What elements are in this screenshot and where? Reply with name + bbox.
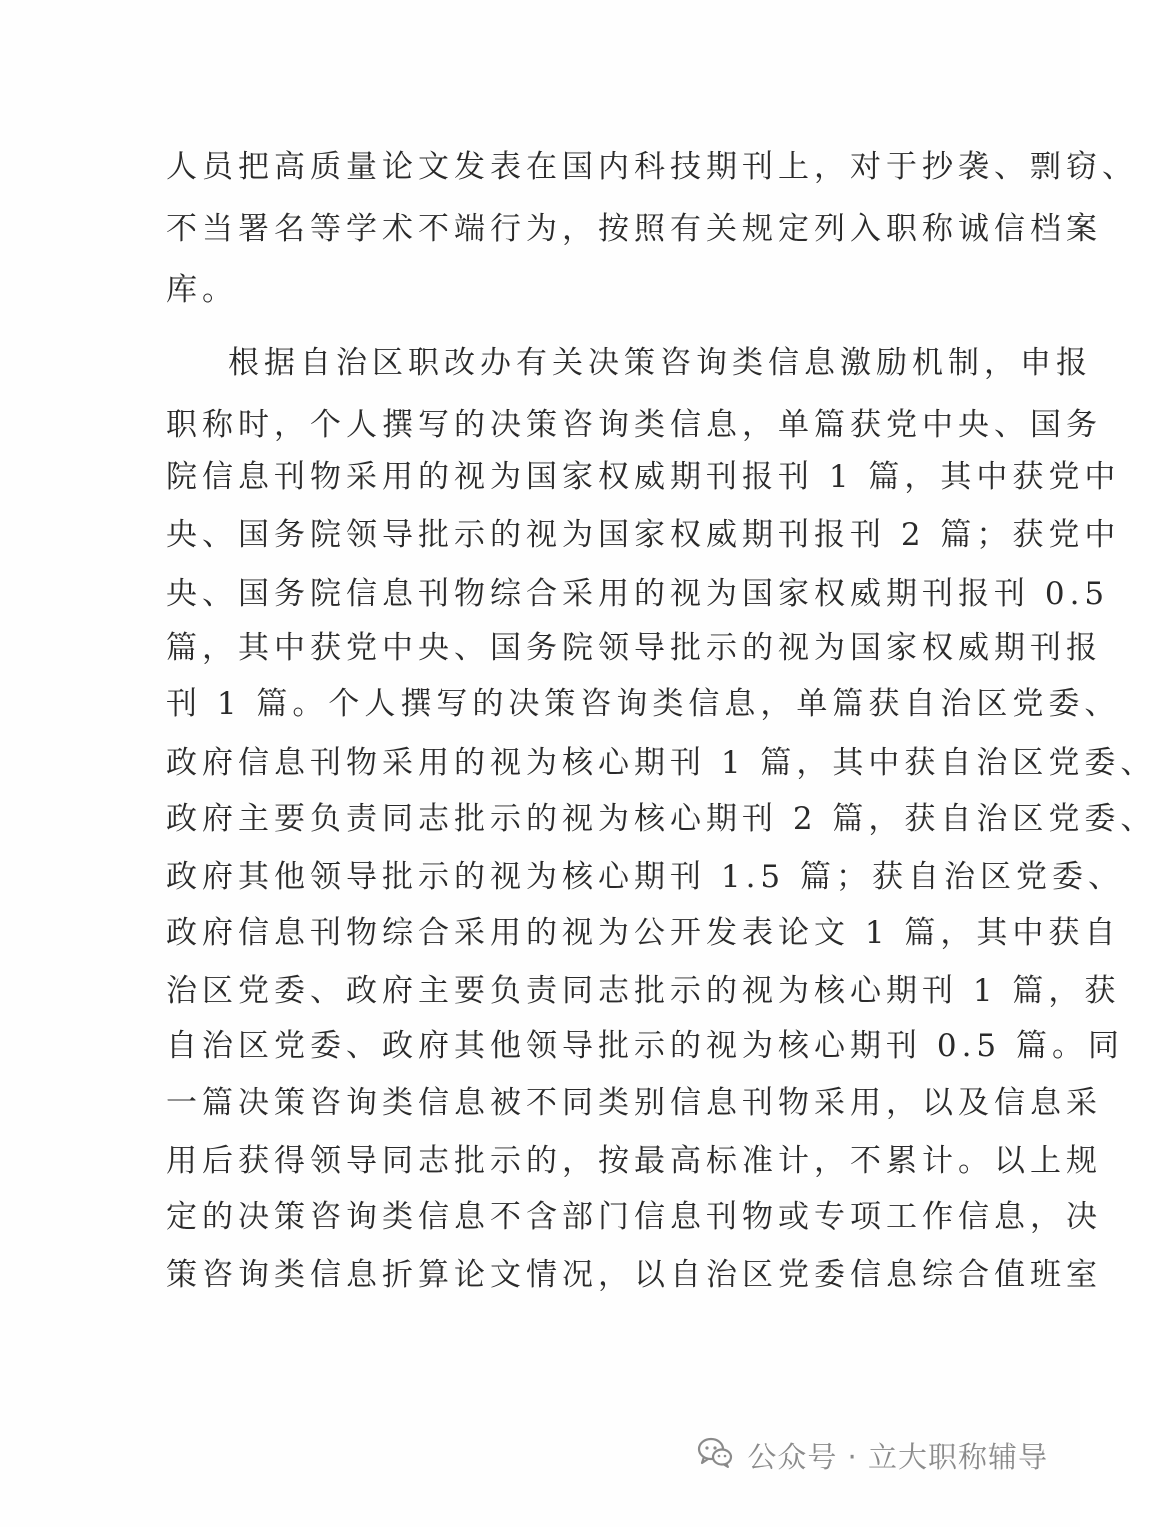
text-line: 政府信息刊物综合采用的视为公开发表论文 1 篇，其中获自 bbox=[166, 915, 1121, 951]
text-line: 治区党委、政府主要负责同志批示的视为核心期刊 1 篇，获 bbox=[166, 973, 1121, 1009]
text-line: 政府其他领导批示的视为核心期刊 1.5 篇；获自治区党委、 bbox=[166, 859, 1125, 895]
paragraph-first-line: 根据自治区职改办有关决策咨询类信息激励机制，申报 bbox=[228, 345, 1092, 381]
text-line: 自治区党委、政府其他领导批示的视为核心期刊 0.5 篇。同 bbox=[166, 1028, 1125, 1064]
text-line: 职称时，个人撰写的决策咨询类信息，单篇获党中央、国务 bbox=[166, 407, 1102, 443]
wechat-icon bbox=[697, 1436, 747, 1475]
text-line: 篇，其中获党中央、国务院领导批示的视为国家权威期刊报 bbox=[166, 630, 1102, 666]
text-line: 央、国务院信息刊物综合采用的视为国家权威期刊报刊 0.5 bbox=[166, 576, 1110, 612]
text-line: 不当署名等学术不端行为，按照有关规定列入职称诚信档案 bbox=[166, 211, 1102, 247]
text-line: 央、国务院领导批示的视为国家权威期刊报刊 2 篇；获党中 bbox=[166, 517, 1121, 553]
text-line: 院信息刊物采用的视为国家权威期刊报刊 1 篇，其中获党中 bbox=[166, 459, 1121, 495]
text-line: 定的决策咨询类信息不含部门信息刊物或专项工作信息，决 bbox=[166, 1199, 1102, 1235]
text-line: 用后获得领导同志批示的，按最高标准计，不累计。以上规 bbox=[166, 1143, 1102, 1179]
text-line: 政府信息刊物采用的视为核心期刊 1 篇，其中获自治区党委、 bbox=[166, 745, 1156, 781]
text-line: 策咨询类信息折算论文情况，以自治区党委信息综合值班室 bbox=[166, 1257, 1102, 1293]
text-line: 政府主要负责同志批示的视为核心期刊 2 篇，获自治区党委、 bbox=[166, 801, 1156, 837]
watermark-text: 公众号 · 立大职称辅导 bbox=[747, 1439, 1048, 1474]
wechat-watermark bbox=[697, 1433, 1048, 1477]
text-line: 一篇决策咨询类信息被不同类别信息刊物采用，以及信息采 bbox=[166, 1085, 1102, 1121]
text-line: 库。 bbox=[166, 272, 238, 308]
text-line: 人员把高质量论文发表在国内科技期刊上，对于抄袭、剽窃、 bbox=[166, 149, 1138, 185]
text-line: 刊 1 篇。个人撰写的决策咨询类信息，单篇获自治区党委、 bbox=[166, 686, 1121, 722]
